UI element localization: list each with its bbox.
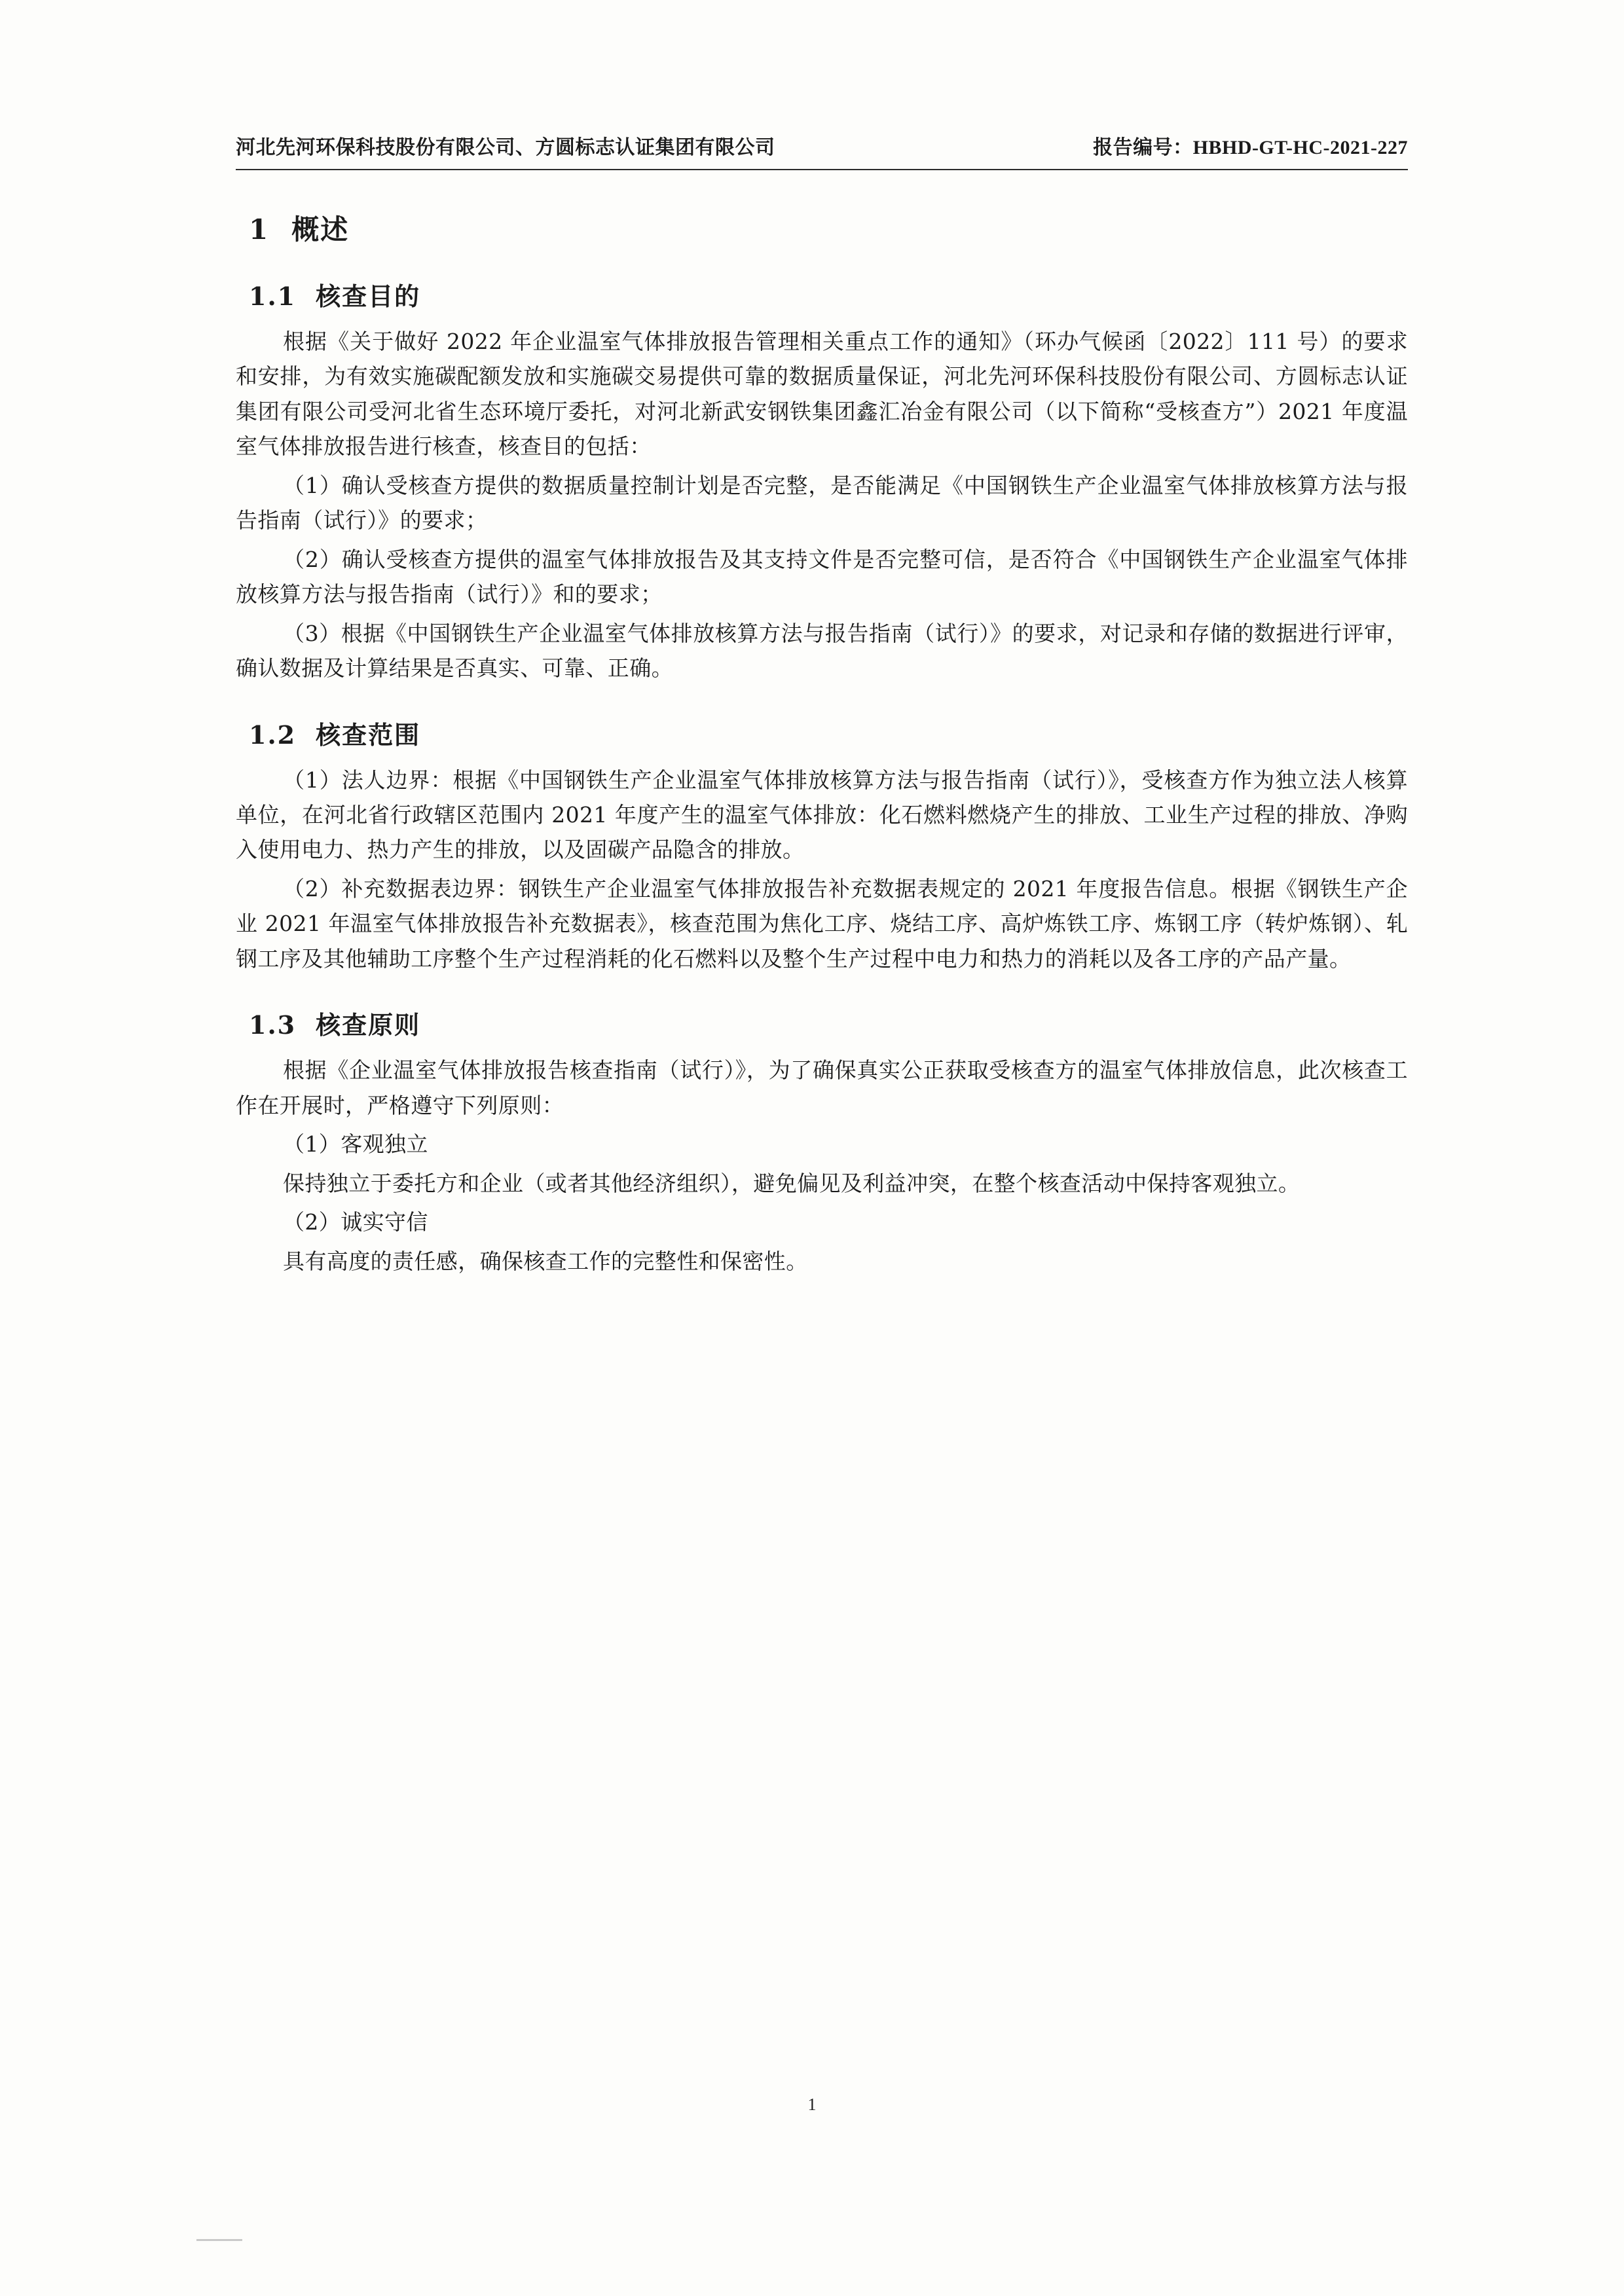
page-content xyxy=(236,131,1408,1283)
subsection-heading-1-3 xyxy=(249,1005,1408,1041)
subsection-number-1-3: 1.3 xyxy=(249,1010,297,1040)
header-report-number-label: 报告编号： xyxy=(1093,136,1193,159)
header-report-number-value: HBHD-GT-HC-2021-227 xyxy=(1192,137,1408,158)
page-header xyxy=(236,131,1408,170)
subsection-title-1-3: 核查原则 xyxy=(316,1010,421,1040)
paragraph-1-1-2: （1）确认受核查方提供的数据质量控制计划是否完整，是否能满足《中国钢铁生产企业温室气体排放核算方法与报告指南（试行）》的要求； xyxy=(236,472,1408,534)
page-number: 1 xyxy=(807,2095,817,2114)
header-report-number xyxy=(1093,131,1408,160)
paragraph-1-2-2: （2）补充数据表边界：钢铁生产企业温室气体排放报告补充数据表规定的 2021 年度报告信息。根据《钢铁生产企业 2021 年温室气体排放报告补充数据表》，核查范围为焦化工序、烧结工序、高炉炼铁工序、炼钢工序（转炉炼钢）、轧钢工序及其他辅助工序整个生产过程消耗的化石燃料以及整个生产过程中电力和热力的消耗以及各工序的产品产量。 xyxy=(236,875,1408,972)
section-heading-1 xyxy=(249,208,1408,247)
page-edge-mark xyxy=(196,2239,242,2241)
header-company-names: 河北先河环保科技股份有限公司、方圆标志认证集团有限公司 xyxy=(236,136,775,159)
subsection-heading-1-1 xyxy=(249,276,1408,312)
paragraph-1-3-1: 根据《企业温室气体排放报告核查指南（试行）》，为了确保真实公正获取受核查方的温室气体排放信息，此次核查工作在开展时，严格遵守下列原则： xyxy=(236,1057,1408,1118)
section-number-1: 1 xyxy=(249,213,270,246)
subsection-number-1-2: 1.2 xyxy=(249,720,297,750)
subsection-heading-1-2 xyxy=(249,715,1408,751)
section-title-1: 概述 xyxy=(291,213,350,246)
paragraph-1-2-1: （1）法人边界：根据《中国钢铁生产企业温室气体排放核算方法与报告指南（试行）》，受核查方作为独立法人核算单位，在河北省行政辖区范围内 2021 年度产生的温室气体排放：化石燃料燃烧产生的排放、工业生产过程的排放、净购入使用电力、热力产生的排放，以及固碳产品隐含的排放。 xyxy=(236,767,1408,863)
subsection-number-1-1: 1.1 xyxy=(249,282,297,311)
paragraph-1-1-3: （2）确认受核查方提供的温室气体排放报告及其支持文件是否完整可信，是否符合《中国钢铁生产企业温室气体排放核算方法与报告指南（试行）》和的要求； xyxy=(236,546,1408,608)
subsection-title-1-1: 核查目的 xyxy=(316,282,421,311)
paragraph-1-1-4: （3）根据《中国钢铁生产企业温室气体排放核算方法与报告指南（试行）》的要求，对记录和存储的数据进行评审，确认数据及计算结果是否真实、可靠、正确。 xyxy=(236,620,1408,682)
paragraph-1-3-4: （2）诚实守信 xyxy=(283,1209,428,1235)
subsection-title-1-2: 核查范围 xyxy=(316,720,421,750)
paragraph-1-3-2: （1）客观独立 xyxy=(283,1131,428,1157)
paragraph-1-1-1: 根据《关于做好 2022 年企业温室气体排放报告管理相关重点工作的通知》（环办气候函〔2022〕111 号）的要求和安排，为有效实施碳配额发放和实施碳交易提供可靠的数据质量保证，河北先河环保科技股份有限公司、方圆标志认证集团有限公司受河北省生态环境厅委托，对河北新武安钢铁集团鑫汇冶金有限公司（以下简称“受核查方”）2021 年度温室气体排放报告进行核查，核查目的包括： xyxy=(236,329,1408,460)
paragraph-1-3-3: 保持独立于委托方和企业（或者其他经济组织），避免偏见及利益冲突，在整个核查活动中保持客观独立。 xyxy=(283,1170,1301,1196)
paragraph-1-3-5: 具有高度的责任感，确保核查工作的完整性和保密性。 xyxy=(283,1248,808,1274)
